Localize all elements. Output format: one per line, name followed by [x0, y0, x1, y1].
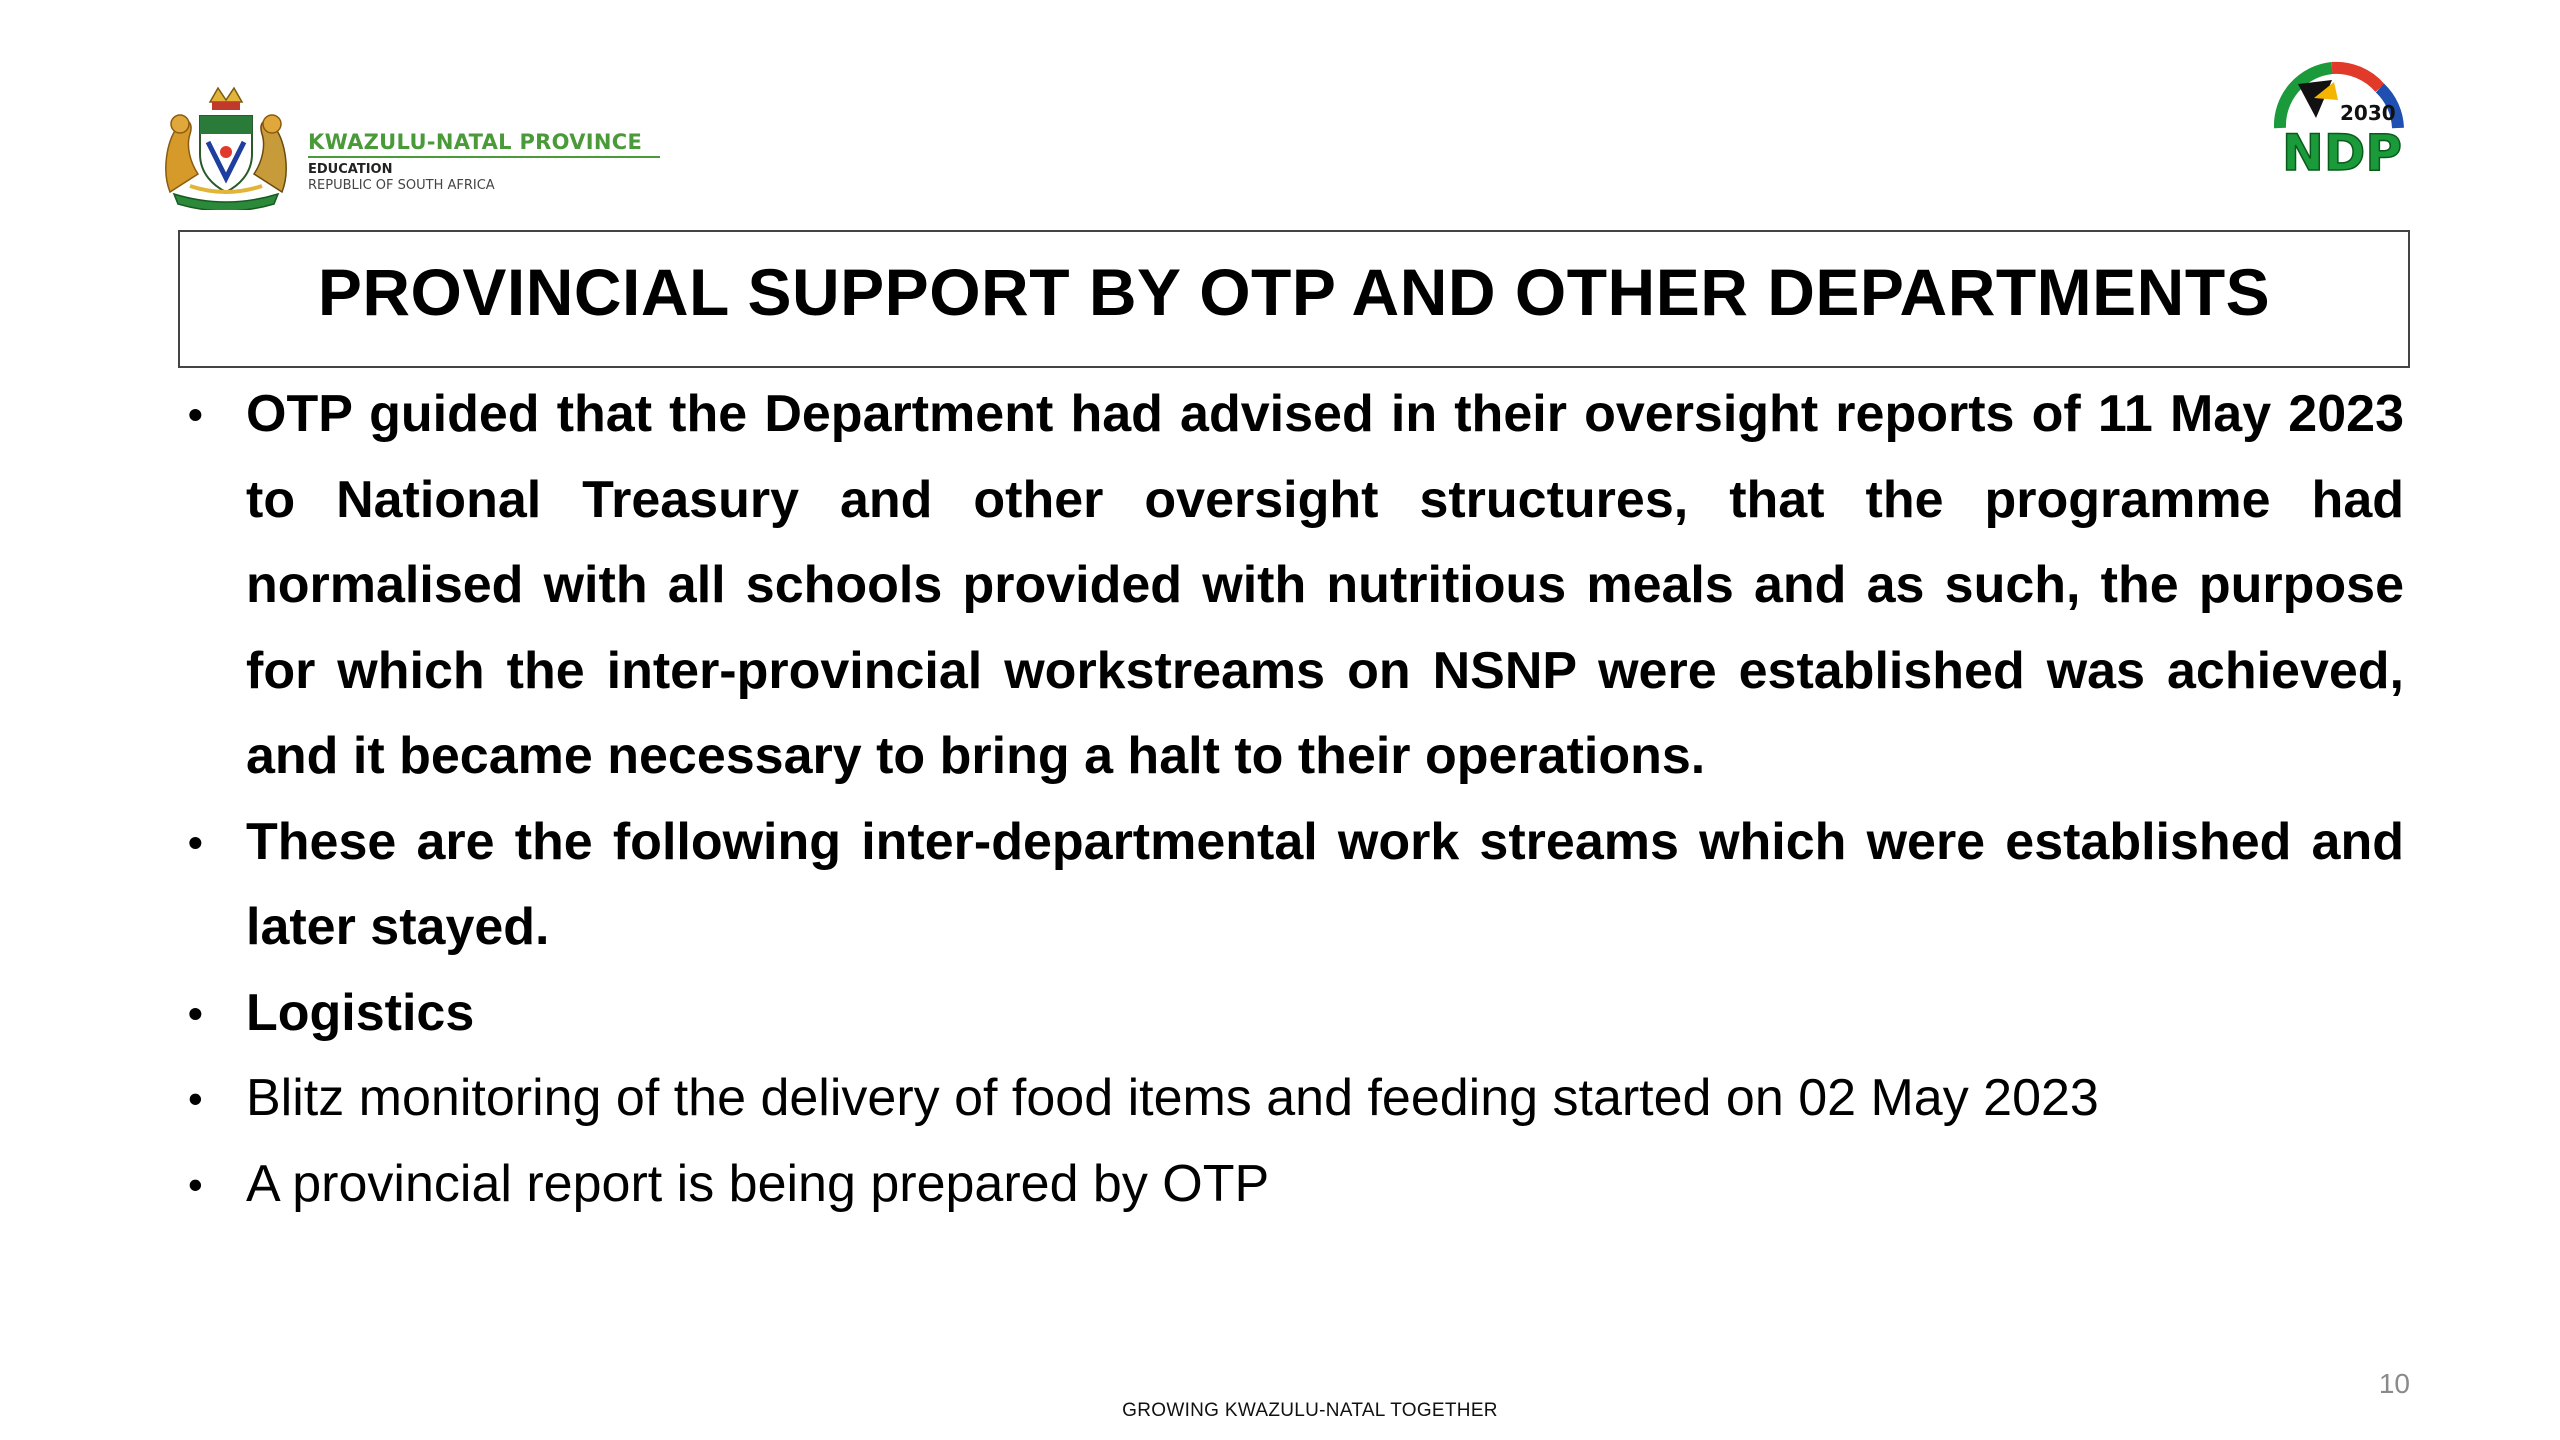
ndp-year: 2030 [2340, 101, 2396, 125]
bullet-icon: • [188, 818, 203, 866]
page-number: 10 [2378, 1368, 2410, 1399]
title-box [178, 230, 2410, 368]
bullet-text: Blitz monitoring of the delivery of food items and feeding started on 02 May 2023 [246, 1069, 2099, 1127]
bullet-item [180, 971, 2404, 1057]
bullet-item [180, 800, 2404, 971]
org-title: KWAZULU-NATAL PROVINCE [308, 130, 643, 154]
bullet-text: OTP guided that the Department had advised in their oversight reports of 11 May 2023 to National Treasury and other oversight structures, that the programme had normalised with all schools provided with nutritious meals and as such, the purpose for which the inter-provincial workstreams on NSNP were established was achieved, and it became necessary to bring a halt to their operations. [246, 385, 2404, 785]
bullet-icon: • [188, 1160, 203, 1208]
bullet-item [180, 1142, 2404, 1228]
bullet-item [180, 372, 2404, 800]
bullet-icon: • [188, 989, 203, 1037]
bullet-text: These are the following inter-departmental work streams which were established and later stayed. [246, 812, 2404, 956]
bullet-icon: • [188, 391, 203, 438]
kzn-education-logo [160, 82, 680, 212]
bullet-text: Logistics [246, 983, 475, 1042]
coat-of-arms-icon [160, 82, 292, 210]
footer-slogan [0, 1400, 2560, 1422]
org-title-underline [308, 156, 660, 158]
bullet-icon: • [188, 1075, 203, 1122]
org-country: REPUBLIC OF SOUTH AFRICA [308, 178, 495, 193]
bullet-item [180, 1056, 2404, 1142]
footer-slogan-text: GROWING KWAZULU-NATAL TOGETHER [1122, 1400, 1498, 1421]
bullet-text: A provincial report is being prepared by OTP [246, 1154, 1270, 1213]
bullet-list [180, 372, 2404, 1227]
slide-title: PROVINCIAL SUPPORT BY OTP AND OTHER DEPARTMENTS [317, 255, 2271, 329]
ndp-text: NDP [2282, 124, 2402, 182]
org-department: EDUCATION [308, 162, 393, 177]
ndp-2030-logo [2268, 58, 2406, 182]
ndp-logo-icon [2268, 58, 2406, 182]
